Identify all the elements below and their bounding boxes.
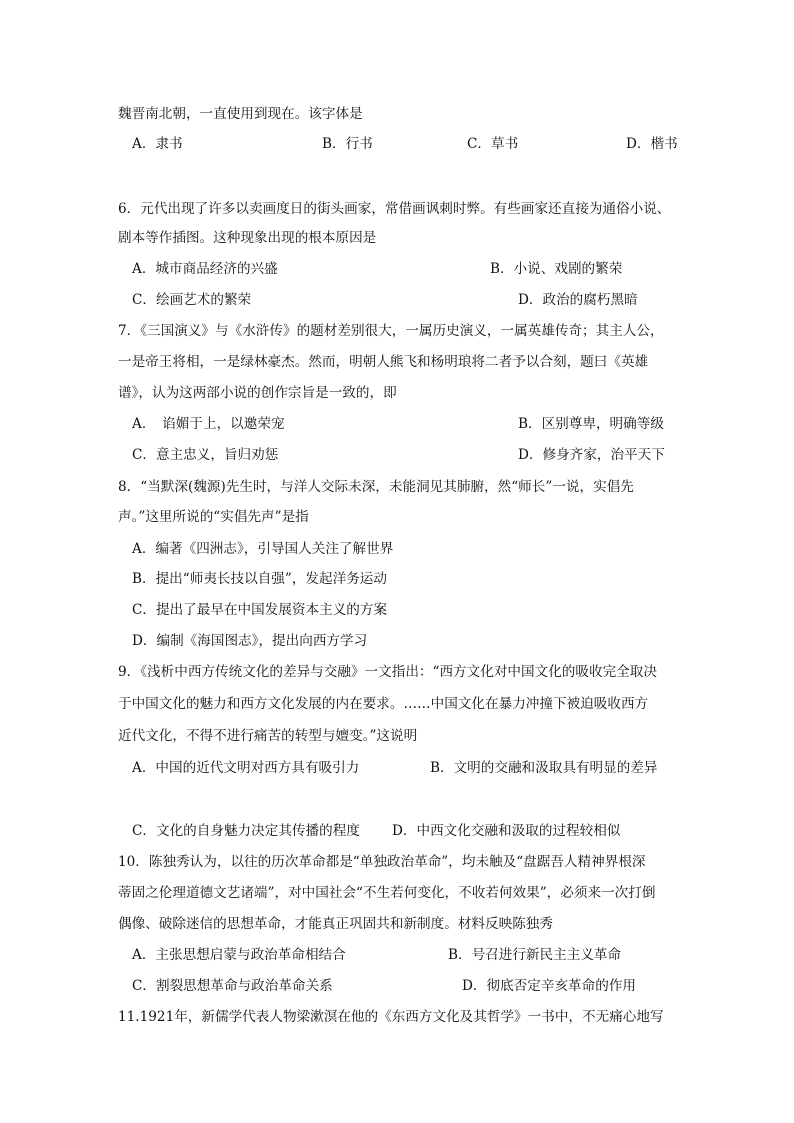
q10-stem-line-3: 偶像、破除迷信的思想革命，才能真正巩固共和新制度。材料反映陈独秀 (118, 916, 553, 932)
q5-stem-tail: 魏晋南北朝，一直使用到现在。该字体是 (118, 106, 363, 122)
q8-option-c: C．提出了最早在中国发展资本主义的方案 (132, 602, 388, 618)
q9-option-a: A．中国的近代文明对西方具有吸引力 (132, 760, 360, 776)
q6-option-c: C．绘画艺术的繁荣 (132, 292, 252, 308)
q5-option-a: A．隶书 (132, 136, 183, 152)
q5-option-c: C．草书 (467, 136, 519, 152)
q9-stem-line-1: 9．《浅析中西方传统文化的差异与交融》一文指出：“西方文化对中国文化的吸收完全取决 (118, 664, 657, 680)
q8-option-b: B．提出“师夷长技以自强”，发起洋务运动 (132, 571, 387, 587)
q6-stem-line-2: 剧本等作插图。这种现象出现的根本原因是 (118, 230, 377, 246)
q10-stem-line-2: 蒂固之伦理道德文艺诸端”，对中国社会“不生若何变化，不收若何效果”，必须来一次打倒 (118, 885, 656, 901)
q9-option-d: D．中西文化交融和汲取的过程较相似 (392, 823, 621, 839)
q10-option-c: C．割裂思想革命与政治革命关系 (132, 978, 333, 994)
q5-option-b: B．行书 (322, 136, 373, 152)
q7-option-c: C．意主忠义，旨归劝惩 (132, 447, 279, 463)
q9-option-c: C．文化的自身魅力决定其传播的程度 (132, 823, 360, 839)
q6-stem-line-1: 6．元代出现了许多以卖画度日的街头画家，常借画讽刺时弊。有些画家还直接为通俗小说、 (118, 201, 671, 217)
q7-stem-line-1: 7．《三国演义》与《水浒传》的题材差别很大，一属历史演义，一属英雄传奇；其主人公， (118, 323, 664, 339)
q8-option-d: D．编制《海国图志》，提出向西方学习 (132, 633, 368, 649)
q7-option-b: B．区别尊卑，明确等级 (518, 416, 664, 432)
q8-option-a: A．编著《四洲志》，引导国人关注了解世界 (132, 541, 394, 557)
q10-option-b: B．号召进行新民主主义革命 (448, 947, 622, 963)
q8-stem-line-1: 8．“当默深(魏源)先生时，与洋人交际未深，未能洞见其肺腑，然“师长”一说，实倡先 (118, 479, 634, 495)
q7-option-d: D．修身齐家，治平天下 (518, 447, 665, 463)
q10-stem-line-1: 10．陈独秀认为，以往的历次革命都是“单独政治革命”，均未触及“盘踞吾人精神界根深 (118, 854, 646, 870)
q9-stem-line-3: 近代文化，不得不进行痛苦的转型与嬗变。”这说明 (118, 728, 418, 744)
q11-stem-line-1: 11.1921年，新儒学代表人物梁漱溟在他的《东西方文化及其哲学》一书中，不无痛心地写 (118, 1009, 664, 1025)
q7-stem-line-2: 一是帝王将相，一是绿林豪杰。然而，明朝人熊飞和杨明琅将二者予以合刻，题曰《英雄 (118, 354, 649, 370)
q10-option-d: D．彻底否定辛亥革命的作用 (462, 978, 637, 994)
q7-option-a: A． 谄媚于上，以邀荣宠 (132, 416, 285, 432)
q6-option-d: D．政治的腐朽黑暗 (518, 292, 638, 308)
q6-option-a: A．城市商品经济的兴盛 (132, 261, 278, 277)
q5-option-d: D．楷书 (626, 136, 678, 152)
q7-stem-line-3: 谱》，认为这两部小说的创作宗旨是一致的，即 (118, 385, 397, 401)
q6-option-b: B．小说、戏剧的繁荣 (490, 261, 623, 277)
q9-option-b: B．文明的交融和汲取具有明显的差异 (430, 760, 658, 776)
q10-option-a: A．主张思想启蒙与政治革命相结合 (132, 947, 346, 963)
q9-stem-line-2: 于中国文化的魅力和西方文化发展的内在要求。……中国文化在暴力冲撞下被迫吸收西方 (118, 696, 649, 712)
q8-stem-line-2: 声。”这里所说的“实倡先声”是指 (118, 509, 309, 525)
